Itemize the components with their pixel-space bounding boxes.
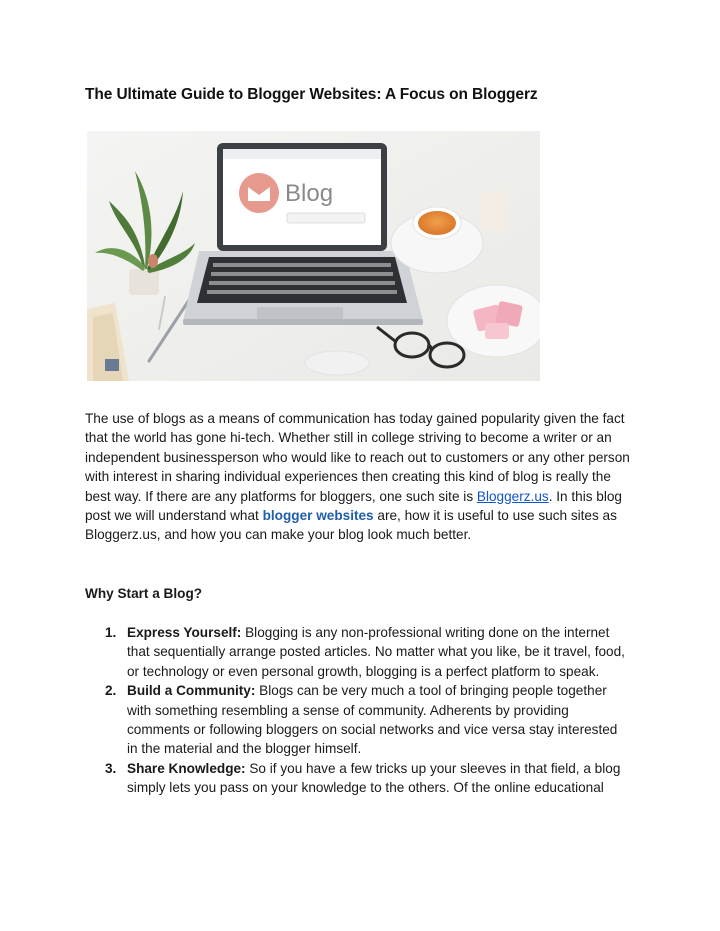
section-heading: Why Start a Blog?: [85, 586, 203, 601]
intro-text-2: . In this blog post we will understand what: [85, 488, 622, 524]
list-item-text: Blogging is any non-professional writing done on the internet that sequentially arrange posted articles. No matter what you like, be it travel, food, or technology or even personal growth, blogging is a perfect platform to speak.: [127, 625, 625, 679]
bloggerz-link[interactable]: Bloggerz.us: [476, 488, 549, 504]
blogger-websites-link[interactable]: blogger websites: [262, 508, 374, 524]
list-item-text: So if you have a few tricks up your sleeves in that field, a blog simply lets you pass on your knowledge to the others. Of the online educational: [127, 760, 621, 796]
page-title: The Ultimate Guide to Blogger Websites: A Focus on Bloggerz: [85, 86, 538, 103]
list-item-lead: Share Knowledge:: [127, 760, 246, 776]
list-number: 1.: [105, 625, 117, 640]
list-item-text: Blogs can be very much a tool of bringing people together with something resembling a sense of community. Adherents by providing comments or following bloggers on social networks and vice versa stay interested in the material and the blogger himself.: [127, 683, 618, 757]
intro-text-3: are, how it is useful to use such sites as Bloggerz.us, and how you can make your blog look much better.: [85, 508, 617, 543]
list-item-lead: Express Yourself:: [127, 625, 242, 640]
intro-text-1: The use of blogs as a means of communication has today gained popularity given the fact that the world has gone hi-tech. Whether still in college striving to become a writer or an independent businessperson who would like to reach out to customers or any other person with interest in sharing individual experiences then creating this kind of blog is really the best way. If there are any platforms for bloggers, one such site is: [85, 411, 630, 504]
intro-paragraph: [85, 409, 630, 545]
hero-image: [87, 131, 540, 381]
list-item: [85, 681, 630, 759]
list-item-lead: Build a Community:: [127, 683, 256, 699]
screen-blog-text: Blog: [285, 180, 334, 207]
list-item: [85, 759, 630, 798]
list-number: 2.: [105, 683, 117, 699]
laptop-illustration: [183, 143, 423, 325]
list-number: 3.: [105, 760, 117, 776]
reasons-list: [85, 623, 630, 798]
list-item: [85, 623, 630, 681]
